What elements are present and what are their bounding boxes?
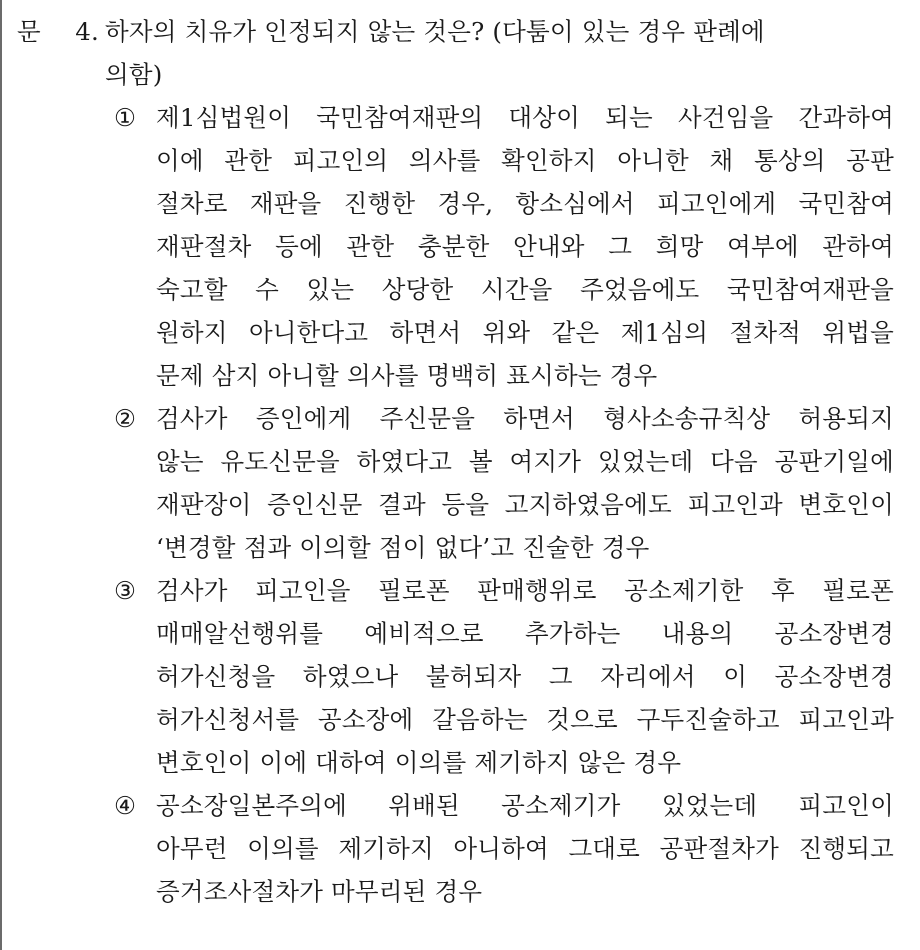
choice-3-marker: ③ — [114, 576, 137, 605]
choice-1-text — [156, 96, 894, 397]
choice-2[interactable] — [114, 397, 894, 569]
choice-4[interactable] — [114, 784, 894, 913]
question-stem-line: 하자의 치유가 인정되지 않는 것은? (다툼이 있는 경우 판례에 — [105, 17, 765, 46]
choice-line: 이에 관한 피고인의 의사를 확인하지 아니한 채 통상의 공판 — [156, 146, 894, 175]
choice-line: 재판장이 증인신문 결과 등을 고지하였음에도 피고인과 변호인이 — [156, 490, 894, 519]
choice-4-marker: ④ — [114, 791, 137, 820]
choice-line: 허가신청서를 공소장에 갈음하는 것으로 구두진술하고 피고인과 — [156, 705, 894, 734]
choice-line: ‘변경할 점과 이의할 점이 없다’고 진술한 경우 — [156, 533, 650, 562]
question-prefix: 문 — [17, 17, 41, 46]
choice-line: 매매알선행위를 예비적으로 추가하는 내용의 공소장변경 — [156, 619, 894, 648]
question-stem — [105, 10, 904, 96]
choice-line: 아무런 이의를 제기하지 아니하여 그대로 공판절차가 진행되고 — [156, 834, 894, 863]
question-block — [14, 10, 904, 913]
choice-line: 않는 유도신문을 하였다고 볼 여지가 있었는데 다음 공판기일에 — [156, 447, 894, 476]
question-header — [14, 10, 904, 96]
choice-4-text — [156, 784, 894, 913]
choice-3[interactable] — [114, 569, 894, 784]
answer-choices — [14, 96, 894, 913]
choice-1[interactable] — [114, 96, 894, 397]
choice-line: 공소장일본주의에 위배된 공소제기가 있었는데 피고인이 — [156, 791, 894, 820]
choice-line: 제1심법원이 국민참여재판의 대상이 되는 사건임을 간과하여 — [156, 103, 894, 132]
left-border-rule — [0, 0, 2, 950]
choice-line: 증거조사절차가 마무리된 경우 — [156, 877, 483, 906]
choice-line: 숙고할 수 있는 상당한 시간을 주었음에도 국민참여재판을 — [156, 275, 894, 304]
choice-line: 문제 삼지 아니할 의사를 명백히 표시하는 경우 — [156, 361, 658, 390]
choice-3-text — [156, 569, 894, 784]
choice-line: 재판절차 등에 관한 충분한 안내와 그 희망 여부에 관하여 — [156, 232, 894, 261]
question-number: 4. — [75, 17, 99, 46]
choice-2-text — [156, 397, 894, 569]
choice-line: 절차로 재판을 진행한 경우, 항소심에서 피고인에게 국민참여 — [156, 189, 894, 218]
question-stem-line: 의함) — [105, 60, 163, 89]
choice-line: 변호인이 이에 대하여 이의를 제기하지 않은 경우 — [156, 748, 682, 777]
choice-1-marker: ① — [114, 103, 137, 132]
choice-line: 검사가 증인에게 주신문을 하면서 형사소송규칙상 허용되지 — [156, 404, 894, 433]
choice-line: 허가신청을 하였으나 불허되자 그 자리에서 이 공소장변경 — [156, 662, 894, 691]
choice-line: 원하지 아니한다고 하면서 위와 같은 제1심의 절차적 위법을 — [156, 318, 894, 347]
choice-line: 검사가 피고인을 필로폰 판매행위로 공소제기한 후 필로폰 — [156, 576, 894, 605]
choice-2-marker: ② — [114, 404, 137, 433]
